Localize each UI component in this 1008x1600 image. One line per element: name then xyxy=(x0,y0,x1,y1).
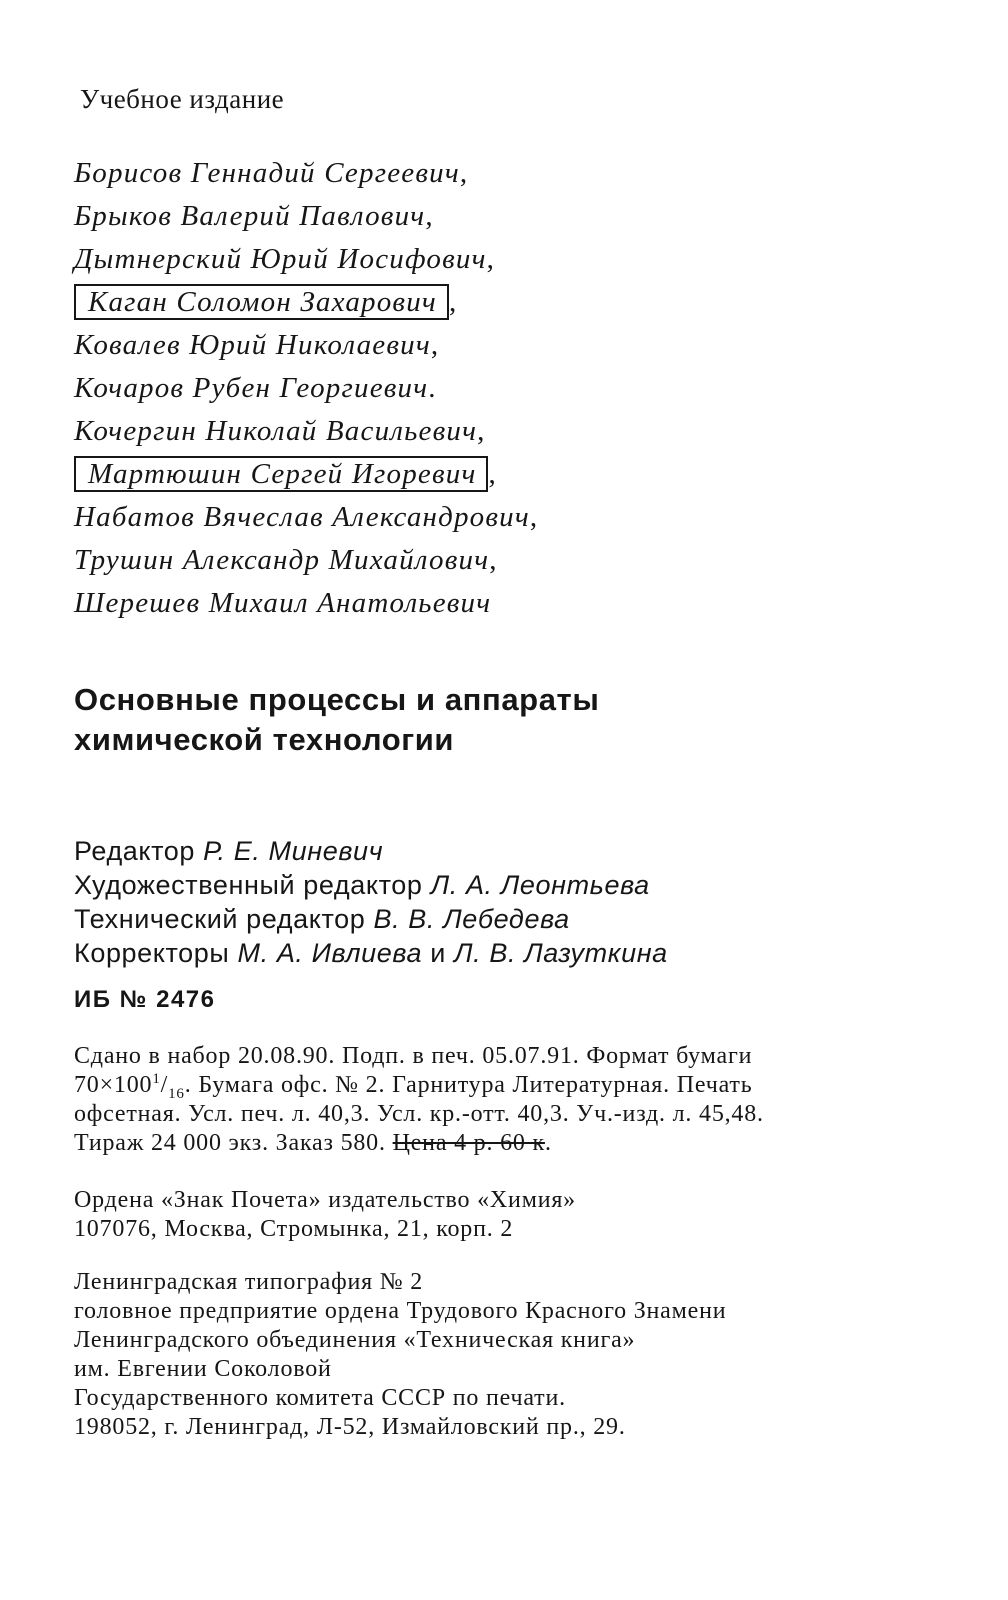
author-item xyxy=(74,582,538,625)
printer-line: им. Евгении Соколовой xyxy=(74,1356,332,1382)
publisher-line: Ордена «Знак Почета» издательство «Химия» xyxy=(74,1187,576,1213)
author-name: Кочергин Николай Васильевич xyxy=(74,415,478,447)
credit-person: Р. Е. Миневич xyxy=(203,836,384,866)
author-item xyxy=(74,410,538,453)
imprint-line: офсетная. Усл. печ. л. 40,3. Усл. кр.-отт. 40,3. Уч.-изд. л. 45,48. xyxy=(74,1101,764,1127)
print-imprint xyxy=(74,1042,954,1158)
edition-type: Учебное издание xyxy=(80,84,285,114)
editorial-credits xyxy=(74,834,668,970)
author-name: Кочаров Рубен Георгиевич xyxy=(74,372,429,404)
author-name: Трушин Александр Михайлович xyxy=(74,544,490,576)
author-separator: , xyxy=(489,544,498,576)
imprint-line: Сдано в набор 20.08.90. Подп. в печ. 05.07.91. Формат бумаги xyxy=(74,1043,753,1069)
printer-block xyxy=(74,1268,726,1442)
printer-line: Ленинградская типография № 2 xyxy=(74,1269,424,1295)
credit-label: Художественный редактор xyxy=(74,870,423,900)
ib-number: ИБ № 2476 xyxy=(74,986,216,1013)
author-name: Брыков Валерий Павлович xyxy=(74,200,426,232)
author-separator: , xyxy=(459,157,469,189)
author-item xyxy=(74,152,538,195)
author-name-boxed: Мартюшин Сергей Игоревич xyxy=(74,456,488,492)
credit-art-editor xyxy=(74,868,668,902)
imprint-text: . Бумага офс. № 2. Гарнитура Литературная. Печать xyxy=(184,1072,753,1098)
printer-line: Ленинградского объединения «Техническая книга» xyxy=(74,1327,636,1353)
paper-format: 70×100 xyxy=(74,1072,153,1098)
author-separator: , xyxy=(488,458,497,490)
paper-format-numerator: 1 xyxy=(152,1071,161,1087)
credit-person: Л. А. Леонтьева xyxy=(430,870,650,900)
printer-line: Государственного комитета СССР по печати. xyxy=(74,1385,566,1411)
author-item xyxy=(74,238,538,281)
book-title-line: Основные процессы и аппараты xyxy=(74,682,600,717)
credit-person: В. В. Лебедева xyxy=(373,904,570,934)
publisher-block xyxy=(74,1186,576,1244)
struck-price: Цена 4 р. 60 к xyxy=(392,1130,545,1156)
author-item-deceased xyxy=(74,281,538,324)
credit-label: Редактор xyxy=(74,836,196,866)
author-name: Ковалев Юрий Николаевич xyxy=(74,329,431,361)
author-item xyxy=(74,195,538,238)
author-item xyxy=(74,496,538,539)
author-separator: , xyxy=(477,415,486,447)
author-item-deceased xyxy=(74,453,538,496)
author-separator: , xyxy=(425,200,434,232)
author-item xyxy=(74,324,538,367)
author-separator: , xyxy=(529,501,539,533)
author-item xyxy=(74,539,538,582)
author-item xyxy=(74,367,538,410)
author-list xyxy=(74,152,538,625)
author-name: Шерешев Михаил Анатольевич xyxy=(74,587,492,619)
book-title xyxy=(74,680,599,760)
author-name: Набатов Вячеслав Александрович xyxy=(74,501,530,533)
author-separator: , xyxy=(430,329,440,361)
printer-line: головное предприятие ордена Трудового Красного Знамени xyxy=(74,1298,727,1324)
imprint-text: . xyxy=(544,1130,552,1156)
author-name: Дытнерский Юрий Иосифович xyxy=(74,243,487,275)
printer-line: 198052, г. Ленинград, Л-52, Измайловский пр., 29. xyxy=(74,1414,626,1440)
paper-format-denominator: 16 xyxy=(168,1085,185,1102)
author-separator: . xyxy=(428,372,437,404)
author-name: Борисов Геннадий Сергеевич xyxy=(74,157,460,189)
credit-label: Корректоры xyxy=(74,938,230,968)
imprint-line: $70\times 100^1/_{16}$. Бумага офс. № 2. Гарнитура Литературная. Печать xyxy=(74,1071,753,1102)
credit-tech-editor xyxy=(74,902,668,936)
imprint-text: Тираж 24 000 экз. Заказ 580. xyxy=(74,1130,386,1156)
credit-person: М. А. Ивлиева xyxy=(237,938,423,968)
credit-label: Технический редактор xyxy=(74,904,366,934)
publisher-line: 107076, Москва, Стромынка, 21, корп. 2 xyxy=(74,1216,514,1242)
author-separator: , xyxy=(486,243,496,275)
credit-editor xyxy=(74,834,668,868)
imprint-line xyxy=(74,1129,954,1158)
credit-conjunction: и xyxy=(430,938,446,968)
credit-proofreaders xyxy=(74,936,668,970)
author-separator: , xyxy=(448,286,458,318)
credit-person: Л. В. Лазуткина xyxy=(454,938,668,968)
author-name-boxed: Каган Соломон Захарович xyxy=(74,284,449,320)
book-title-line: химической технологии xyxy=(74,722,455,757)
